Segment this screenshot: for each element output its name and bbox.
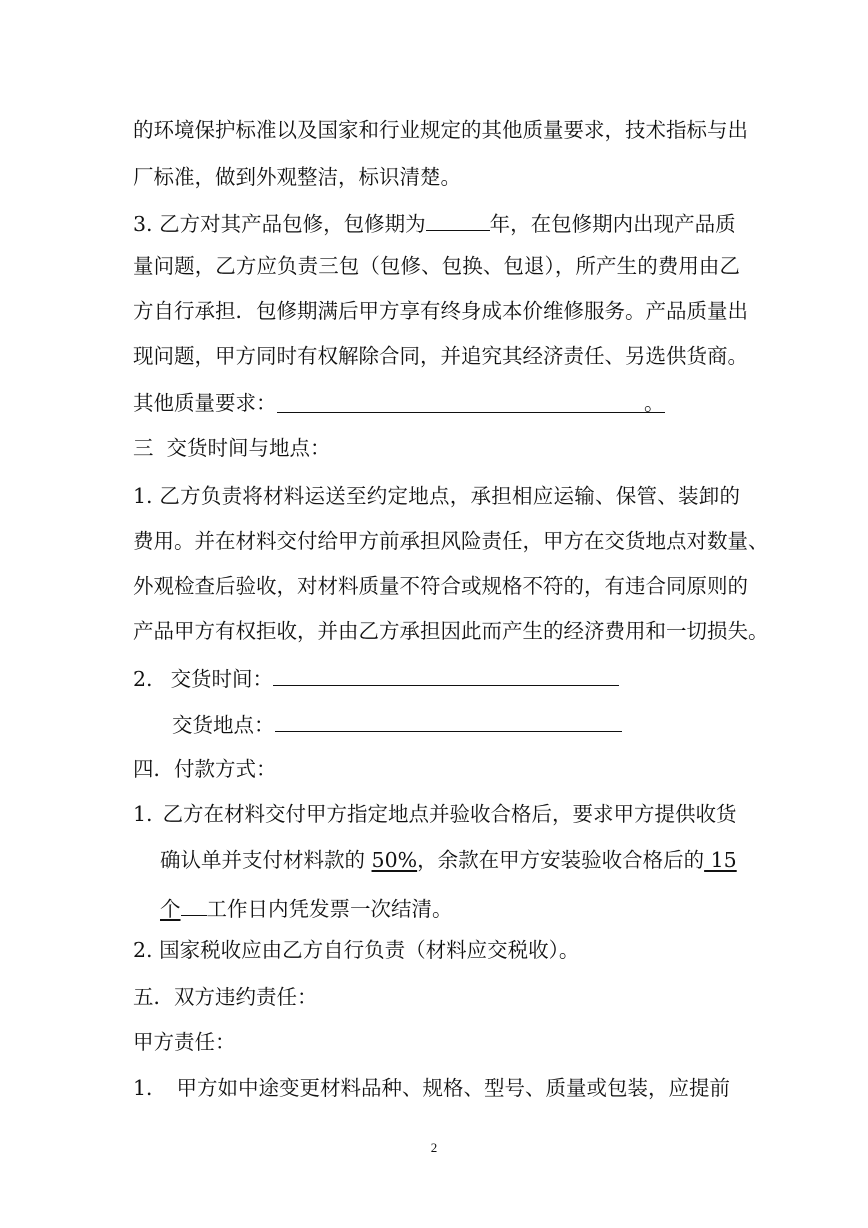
- blank-delivery-time: [273, 661, 619, 686]
- text-line: 2. 国家税收应由乙方自行负责（材料应交税收）。: [133, 938, 580, 962]
- text-line: 现问题，甲方同时有权解除合同，并追究其经济责任、另选供货商。: [133, 344, 748, 368]
- text-line: 甲方责任：: [133, 1030, 236, 1054]
- page-number: 2: [430, 1140, 438, 1155]
- text-line: 1． 甲方如中途变更材料品种、规格、型号、质量或包装，应提前: [133, 1076, 731, 1100]
- text-line: 确认单并支付材料款的 50%，余款在甲方安装验收合格后的 15: [160, 848, 737, 872]
- section-heading: 五．双方违约责任：: [133, 985, 318, 1009]
- blank-warranty-years: [426, 206, 490, 231]
- text-line: 方自行承担．包修期满后甲方享有终身成本价维修服务。产品质量出: [133, 299, 748, 323]
- text-line: 2. 交货时间：: [133, 661, 740, 694]
- text-line: 费用。并在材料交付给甲方前承担风险责任，甲方在交货地点对数量、: [133, 529, 769, 553]
- text-line: 3. 乙方对其产品包修，包修期为 年，在包修期内出现产品质: [133, 206, 740, 239]
- text-line: 产品甲方有权拒收，并由乙方承担因此而产生的经济费用和一切损失。: [133, 619, 769, 643]
- blank-other-quality: 。: [277, 388, 665, 413]
- section-heading: 三 交货时间与地点：: [133, 436, 331, 460]
- text-line: 1. 乙方负责将材料运送至约定地点，承担相应运输、保管、装卸的: [133, 484, 740, 508]
- text-line: 其他质量要求： 。: [133, 388, 740, 418]
- blank-delivery-place: [275, 707, 622, 732]
- blank-underline: [181, 891, 207, 916]
- text-line: 1. 乙方在材料交付甲方指定地点并验收合格后，要求甲方提供收货: [133, 802, 737, 826]
- text-line: 量问题，乙方应负责三包（包修、包换、包退），所产生的费用由乙: [133, 254, 740, 278]
- text-line: 厂标准，做到外观整洁，标识清楚。: [133, 165, 461, 189]
- text-line: 交货地点：: [172, 707, 740, 740]
- text-line: 个 工作日内凭发票一次结清。: [160, 891, 740, 924]
- text-line: 外观检查后验收，对材料质量不符合或规格不符的，有违合同原则的: [133, 574, 748, 598]
- section-heading: 四．付款方式：: [133, 757, 277, 781]
- text-line: 的环境保护标准以及国家和行业规定的其他质量要求，技术指标与出: [133, 118, 748, 142]
